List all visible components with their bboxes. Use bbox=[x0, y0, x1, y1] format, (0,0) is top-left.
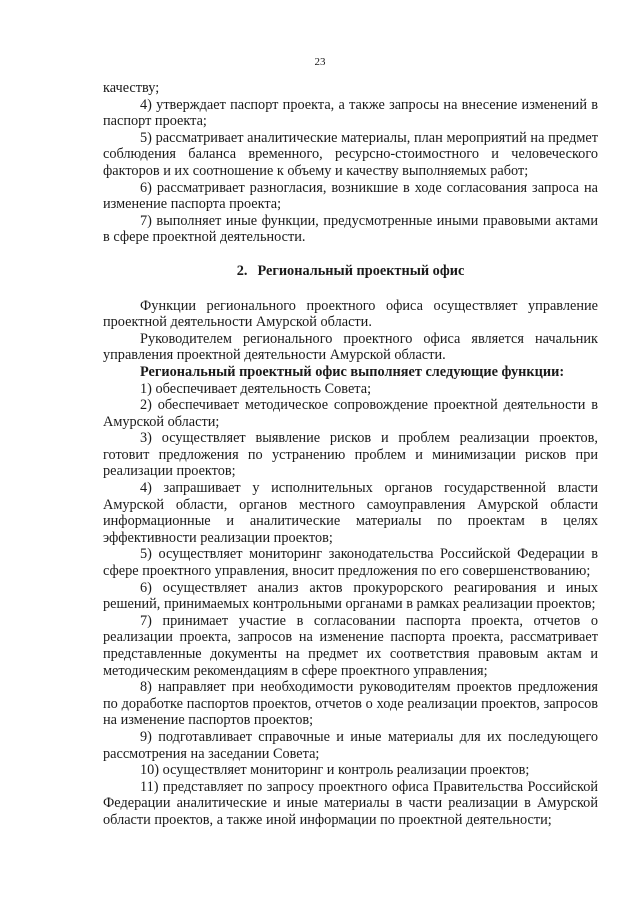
list-item: 1) обеспечивает деятельность Совета; bbox=[140, 380, 372, 397]
list-item: 11) представляет по запросу проектного офиса Правительства Российской Федерации аналитические и иные материалы в части реализации в Амурской области проектов, а также иной информации по проектной деятельности; bbox=[103, 778, 598, 828]
paragraph: качеству; bbox=[103, 80, 160, 96]
functions-intro: Региональный проектный офис выполняет следующие функции: bbox=[140, 363, 565, 380]
section-number: 2. bbox=[236, 262, 248, 279]
list-item: 5) осуществляет мониторинг законодательства Российской Федерации в сфере проектного управления, вносит предложения по его совершенствованию; bbox=[103, 546, 598, 580]
list-item: 8) направляет при необходимости руководителям проектов предложения по доработке паспортов проектов, отчетов о ходе реализации проектов, запросов на изменение паспортов проектов; bbox=[103, 679, 598, 729]
list-item: 10) осуществляет мониторинг и контроль реализации проектов; bbox=[140, 762, 530, 779]
section-title: Региональный проектный офис bbox=[257, 262, 465, 279]
paragraph: Функции регионального проектного офиса осуществляет управление проектной деятельности Амурской области. bbox=[103, 297, 598, 331]
paragraph: Руководителем регионального проектного офиса является начальник управления проектной деятельности Амурской области. bbox=[103, 330, 598, 364]
section-heading bbox=[103, 263, 598, 280]
paragraph: 7) выполняет иные функции, предусмотренные иными правовыми актами в сфере проектной деятельности. bbox=[103, 212, 598, 246]
list-item: 9) подготавливает справочные и иные материалы для их последующего рассмотрения на заседании Совета; bbox=[103, 728, 598, 762]
page-number: 23 bbox=[314, 56, 326, 68]
paragraph: 6) рассматривает разногласия, возникшие в ходе согласования запроса на изменение паспорта проекта; bbox=[103, 179, 598, 213]
document-body bbox=[103, 80, 598, 829]
list-item: 4) запрашивает у исполнительных органов государственной власти Амурской области, органов местного самоуправления Амурской области информационные и аналитические материалы по проектам в целях эффективности реализации проектов; bbox=[103, 480, 598, 546]
list-item: 6) осуществляет анализ актов прокурорского реагирования и иных решений, принимаемых контрольными органами в рамках реализации проектов; bbox=[103, 579, 598, 613]
paragraph: 5) рассматривает аналитические материалы, план мероприятий на предмет соблюдения баланса временного, ресурсно-стоимостного и человеческого факторов и их соотношение к объему и качеству выполняемых работ; bbox=[103, 129, 598, 179]
list-item: 2) обеспечивает методическое сопровождение проектной деятельности в Амурской области; bbox=[103, 397, 598, 430]
paragraph: 4) утверждает паспорт проекта, а также запросы на внесение изменений в паспорт проекта; bbox=[103, 96, 598, 130]
list-item: 3) осуществляет выявление рисков и проблем реализации проектов, готовит предложения по устранению проблем и минимизации рисков при реализации проектов; bbox=[103, 430, 598, 480]
list-item: 7) принимает участие в согласовании паспорта проекта, отчетов о реализации проекта, запросов на изменение паспорта проекта, рассматривает представленные документы на предмет их соответствия правовым актам и методическим рекомендациям в сфере проектного управления; bbox=[103, 612, 598, 679]
